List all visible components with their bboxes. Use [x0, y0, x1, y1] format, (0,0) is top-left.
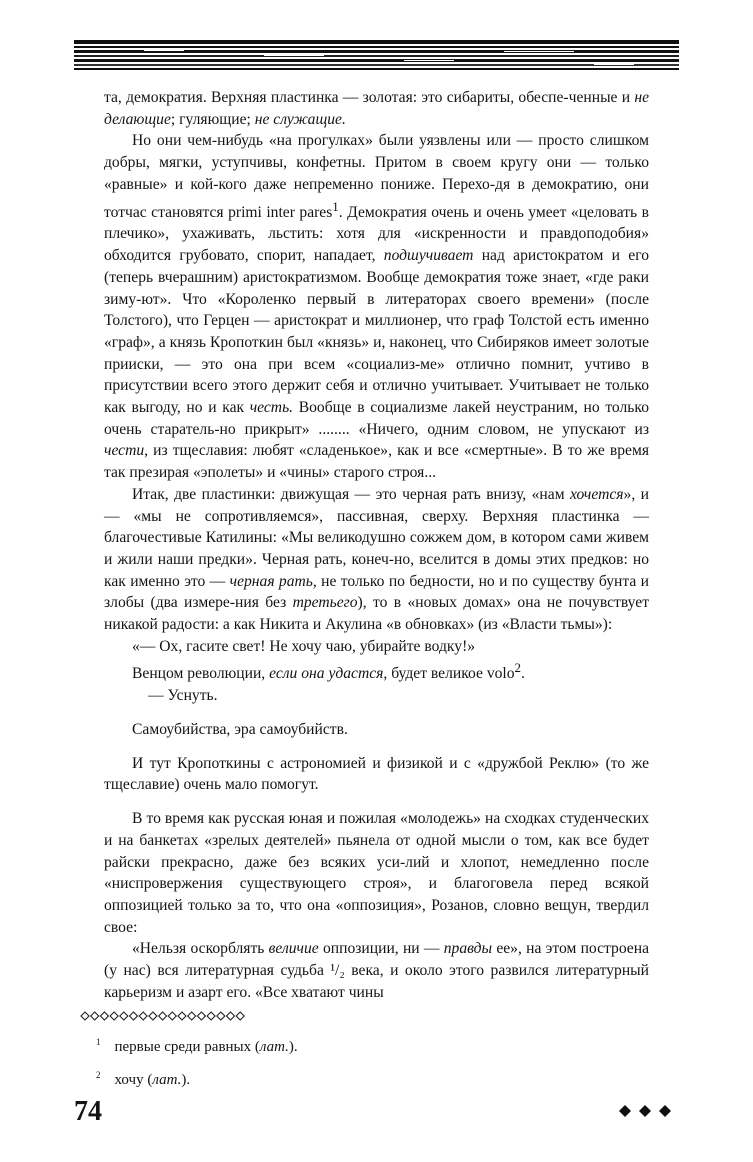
- italic-text: подшучивает: [383, 247, 474, 265]
- footnote-mark: 1: [96, 1037, 101, 1047]
- paragraph: [104, 657, 649, 685]
- text-run: ).: [181, 1072, 191, 1088]
- paragraph: [104, 636, 649, 658]
- paragraph: [104, 87, 649, 130]
- text-run: Но они чем-нибудь «на прогулках» были уязвлены или — просто слишком добры, мягки, уступчивы, конфетны. Притом в своем кругу они — только «равные» и кой-кого даже непременно пониже. Перехо-дя в демократию, они тотчас становятся primi inter pares: [104, 132, 649, 221]
- diamonds-ornament-icon: [618, 1104, 678, 1118]
- text-run: Самоубийства, эра самоубийств.: [132, 721, 348, 739]
- text-run: , будет великое volo: [383, 665, 515, 683]
- paragraph: [104, 753, 649, 796]
- italic-text: лат.: [152, 1072, 182, 1088]
- paragraph: [104, 130, 649, 483]
- italic-text: не делающие: [104, 89, 649, 128]
- italic-text: хочется: [570, 485, 624, 503]
- text-run: .: [521, 665, 525, 683]
- text-run: ее», на этом построена (у нас) вся литературная судьба ¹/₂ века, и около этого развился литературный карьеризм и азарт его. «Все хватают чины: [104, 940, 649, 1001]
- text-run: — Уснуть.: [148, 687, 218, 705]
- italic-text: чести: [104, 442, 145, 460]
- paragraph: [104, 719, 649, 741]
- main-text: [104, 87, 649, 1004]
- footnote: [96, 1028, 636, 1061]
- footnote-ref: 2: [514, 660, 522, 676]
- text-run: та, демократия. Верхняя пластинка — золотая: это сибариты, обеспе-ченные и: [104, 89, 635, 106]
- paragraph: [104, 685, 649, 707]
- text-run: . Демократия очень и очень умеет «целовать в плечико», ухаживать, льстить: хотя для «искренности и правдоподобия» обходится грубовато, спорит, нападает,: [104, 203, 649, 265]
- text-run: «Нельзя оскорблять: [132, 940, 269, 958]
- italic-text: не служащие.: [254, 110, 346, 128]
- page-number: 74: [74, 1096, 102, 1127]
- footnote: [96, 1061, 636, 1094]
- text-run: , не только по бедности, но и по существу бунта и злобы (два измере-ния без: [104, 572, 649, 612]
- text-run: ), то в «новых домах» она не почувствует никакой радости: а как Никита и Акулина «в обновках» (из «Власти тьмы»):: [104, 594, 650, 634]
- text-run: хочу (: [114, 1072, 153, 1088]
- text-run: В то время как русская юная и пожилая «молодежь» на сходках студенческих и на банкетах «зрелых деятелей» пьянела от одной мысли о том, как все будет райски прекрасно, даже без всяких уси-лий и хлопот, немедленно после «ниспровержения существующего строя», и благоговела перед всякой оппозицией только за то, что она «оппозиция», Розанов, словно вещун, твердил свое:: [104, 810, 649, 936]
- text-run: И тут Кропоткины с астрономией и физикой и с «дружбой Реклю» (то же тщеславие) очень мало помогут.: [104, 754, 649, 794]
- italic-text: правды: [443, 940, 493, 958]
- italic-text: если она удастся: [269, 665, 384, 683]
- text-run: , из тщеславия: любят «сладенькое», как и все «смертные». В то же время так презирая «эполеты» и «чины» старого строя...: [104, 442, 649, 482]
- text-run: Вообще в социализме лакей неустраним, но только очень старатель-но прикрыт» ........ «Ничего, одним словом, не упускают из: [104, 399, 649, 438]
- italic-text: третьего: [292, 594, 358, 612]
- footnote-ref: 1: [332, 198, 339, 214]
- text-run: ; гуляющие;: [170, 110, 255, 128]
- text-run: оппозиции, ни —: [318, 940, 444, 958]
- italic-text: честь.: [249, 399, 294, 417]
- text-run: ).: [288, 1039, 298, 1055]
- paragraph: [104, 484, 649, 636]
- italic-text: величие: [268, 940, 319, 958]
- paragraph: [104, 808, 649, 938]
- italic-text: лат.: [259, 1039, 289, 1055]
- footnote-mark: 2: [96, 1070, 101, 1080]
- text-run: «— Ох, гасите свет! Не хочу чаю, убирайте водку!»: [132, 637, 476, 655]
- italic-text: черная рать: [229, 572, 313, 590]
- paragraph: [104, 938, 649, 1003]
- text-run: Итак, две пластинки: движущая — это черная рать внизу, «нам: [132, 485, 570, 503]
- text-run: », и — «мы не сопротивляемся», пассивная, сверху. Верхняя пластинка — благочестивые Катилины: «Мы великодушно сожжем дом, в котором сами живем и жили наши предки». Черная рать, конеч-но, вселится в домы этих предков: но как именно это —: [104, 485, 649, 590]
- text-run: над аристократом и его (теперь вчерашним) аристократизмом. Вообще демократия тоже знает, «где раки зиму-ют». Что «Короленко первый в литераторах своего времени» (после Толстого), что Герцен — аристократ и миллионер, что граф Толстой есть именно «граф», а князь Кропоткин был «князь» и, наконец, что Сибиряков имеет золотые прииски, — это она при всем «социализ-ме» отлично помнит, учтиво в присутствии всего этого держит себя и отлично учитывает. Учитывает не только как выгоду, но и как: [104, 247, 649, 417]
- footnotes: [96, 1028, 636, 1094]
- text-run: первые среди равных (: [114, 1039, 260, 1055]
- footnote-separator-ornament: [80, 1011, 250, 1021]
- text-run: Венцом революции,: [132, 665, 270, 683]
- header-ornament-band: [74, 40, 679, 70]
